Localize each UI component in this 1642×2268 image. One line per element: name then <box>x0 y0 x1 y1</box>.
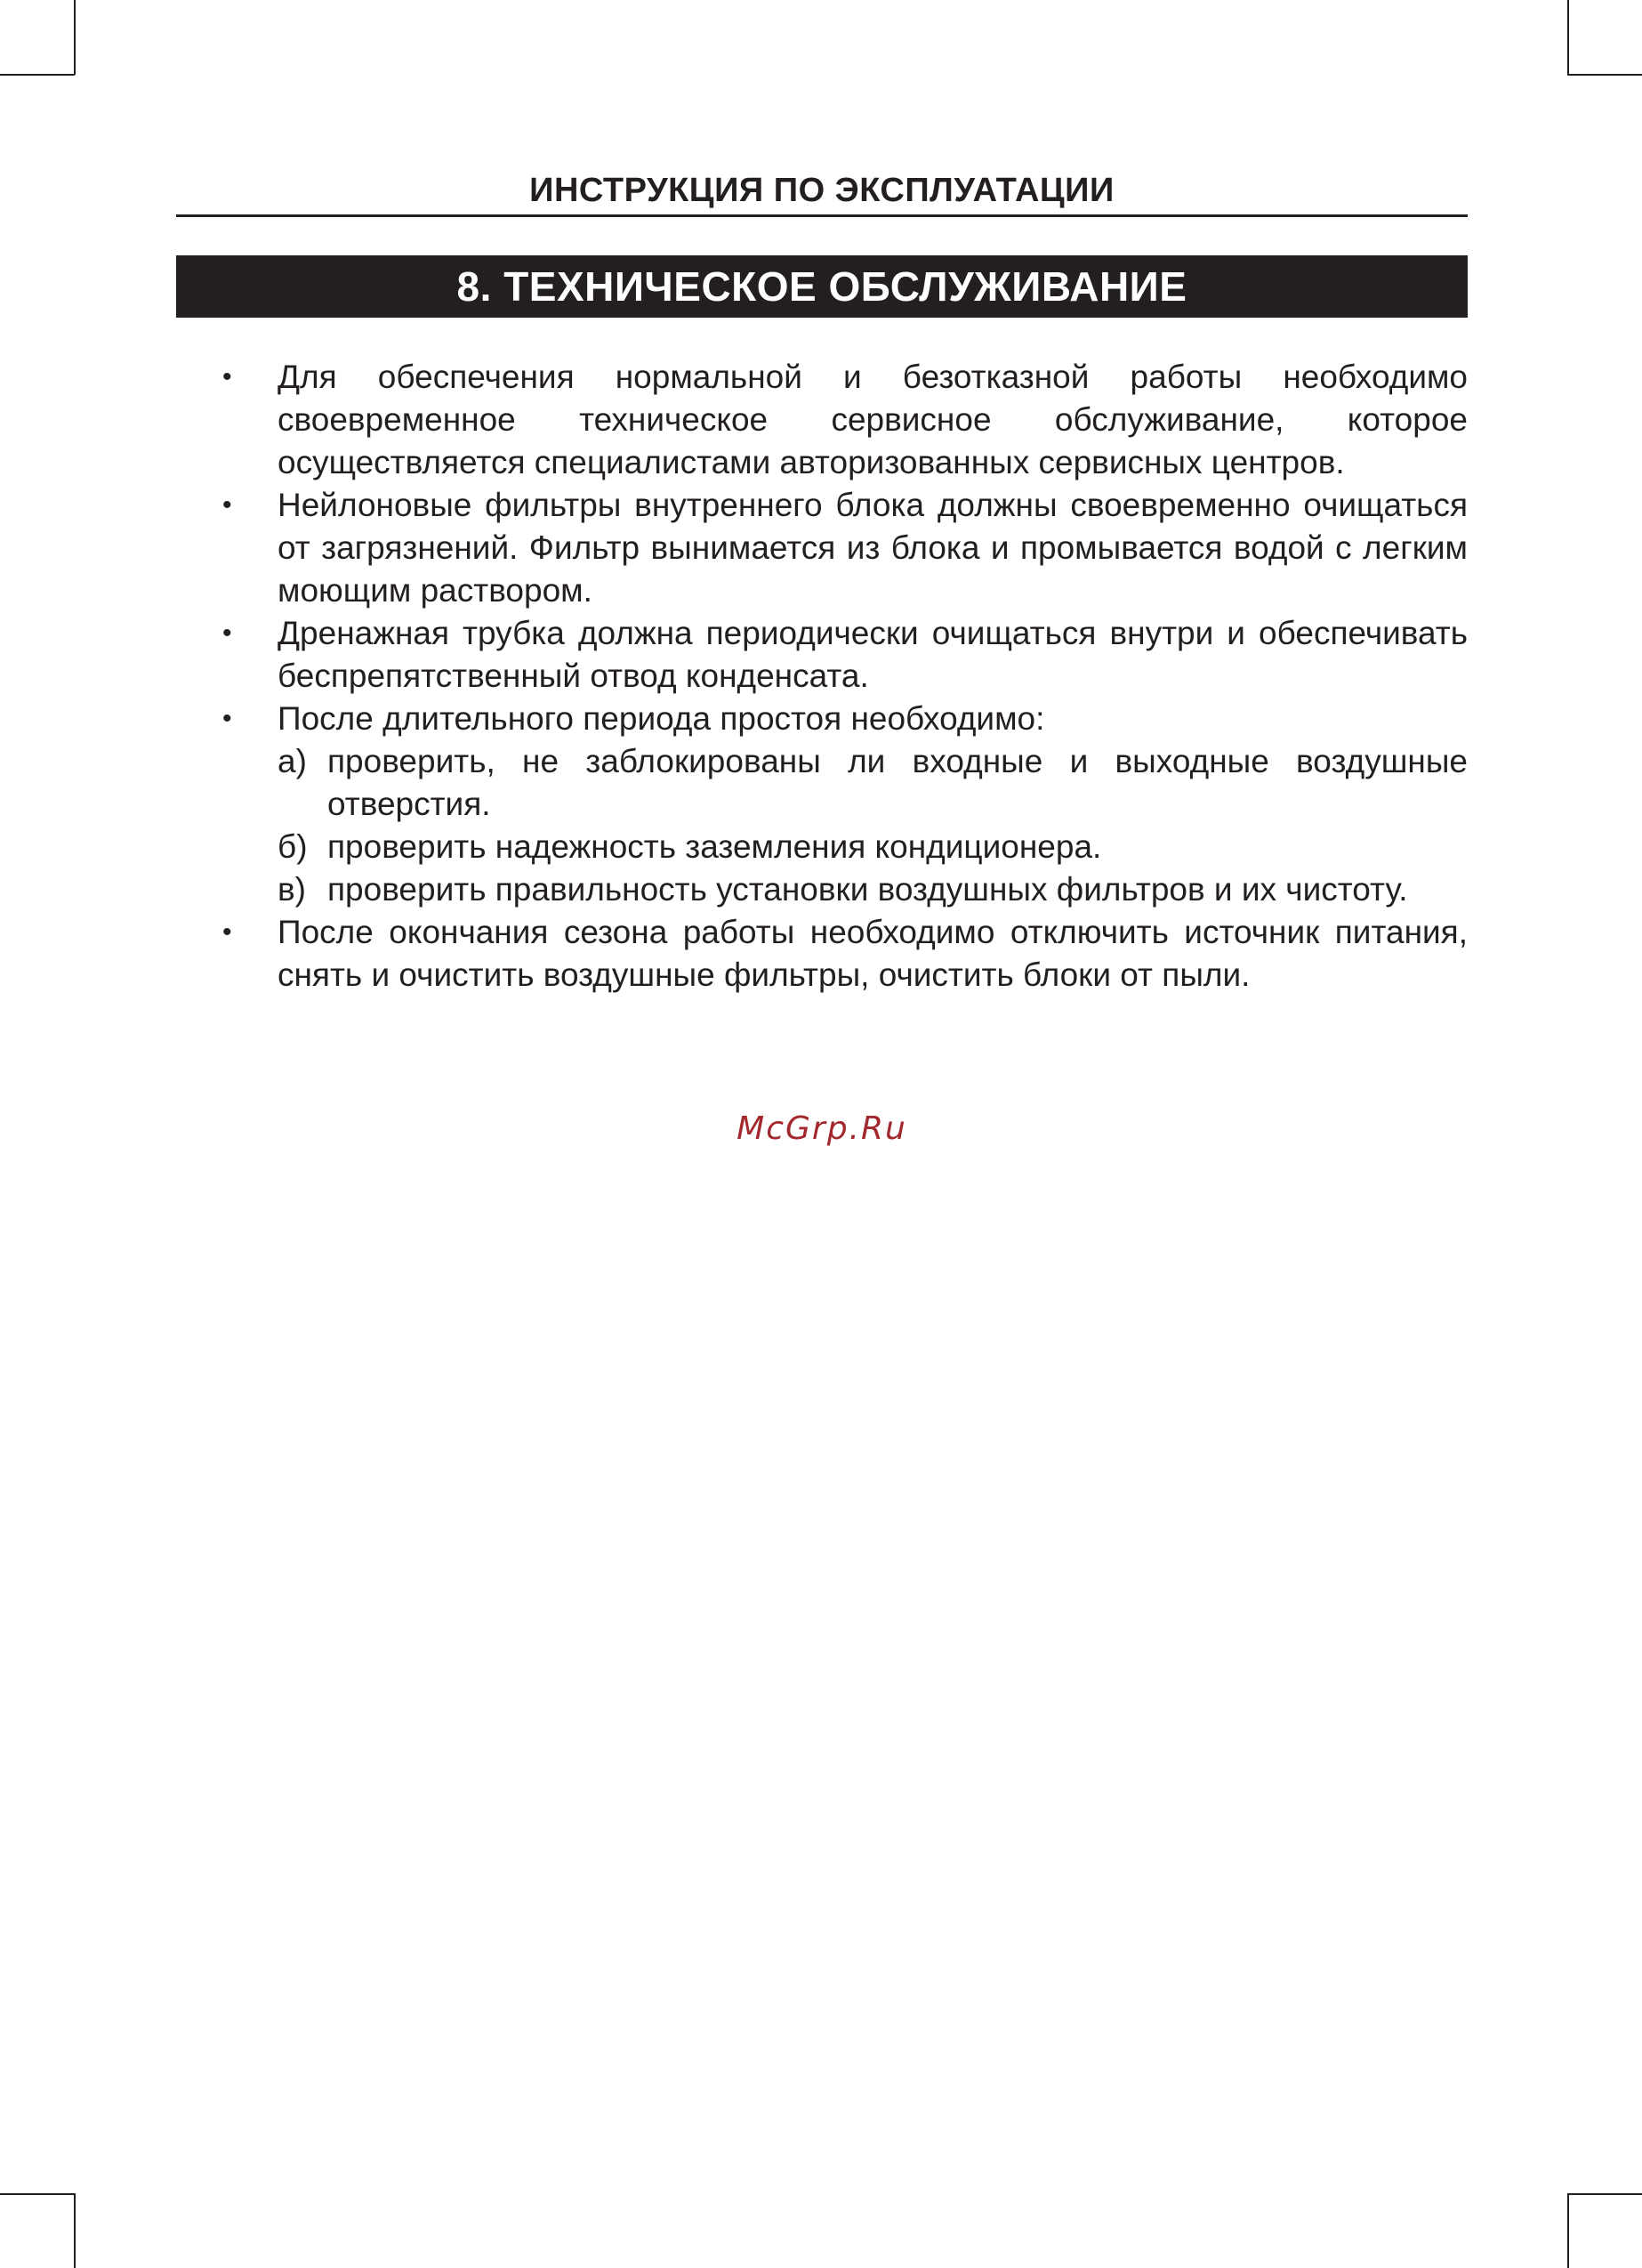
list-item-text: После длительного периода простоя необходимо: <box>278 700 1045 737</box>
list-item-text: Для обеспечения нормальной и безотказной работы необходимо своевременное техническое сервисное обслуживание, которое осуществляется специалистами авторизованных сервисных центров. <box>278 359 1468 480</box>
sub-list-item <box>176 826 1468 868</box>
sub-item-marker: б) <box>278 828 308 865</box>
list-item <box>176 911 1468 997</box>
list-item-text: Нейлоновые фильтры внутреннего блока должны своевременно очищаться от загрязнений. Фильтр вынимается из блока и промывается водой с легким моющим раствором. <box>278 487 1468 609</box>
watermark: McGrp.Ru <box>736 1110 907 1147</box>
crop-mark <box>0 2193 75 2195</box>
maintenance-list <box>176 356 1468 997</box>
list-item <box>176 484 1468 612</box>
crop-mark <box>1567 2193 1569 2268</box>
list-item-text: Дренажная трубка должна периодически очищаться внутри и обеспечивать беспрепятственный отвод конденсата. <box>278 615 1468 694</box>
sub-item-text: проверить надежность заземления кондиционера. <box>327 828 1102 865</box>
bullet-marker: • <box>222 362 232 391</box>
list-item <box>176 698 1468 740</box>
sub-item-text: проверить правильность установки воздушных фильтров и их чистоту. <box>327 871 1408 908</box>
sub-list-item <box>176 740 1468 826</box>
section-title: 8. ТЕХНИЧЕСКОЕ ОБСЛУЖИВАНИЕ <box>176 255 1468 318</box>
list-item <box>176 356 1468 484</box>
crop-mark <box>1567 0 1569 75</box>
crop-mark <box>1567 2193 1642 2195</box>
sub-list-item <box>176 868 1468 911</box>
sub-item-text: проверить, не заблокированы ли входные и выходные воздушные отверстия. <box>327 743 1468 822</box>
sub-item-marker: а) <box>278 743 307 779</box>
crop-mark <box>74 2193 76 2268</box>
header-rule <box>176 214 1468 217</box>
bullet-marker: • <box>222 917 232 947</box>
crop-mark <box>74 0 76 75</box>
crop-mark <box>1567 74 1642 76</box>
list-item-text: После окончания сезона работы необходимо отключить источник питания, снять и очистить воздушные фильтры, очистить блоки от пыли. <box>278 914 1468 993</box>
bullet-marker: • <box>222 704 232 733</box>
sub-item-marker: в) <box>278 871 306 908</box>
bullet-marker: • <box>222 490 232 520</box>
bullet-marker: • <box>222 618 232 648</box>
crop-mark <box>0 74 75 76</box>
running-header: ИНСТРУКЦИЯ ПО ЭКСПЛУАТАЦИИ <box>529 172 1115 209</box>
list-item <box>176 612 1468 698</box>
